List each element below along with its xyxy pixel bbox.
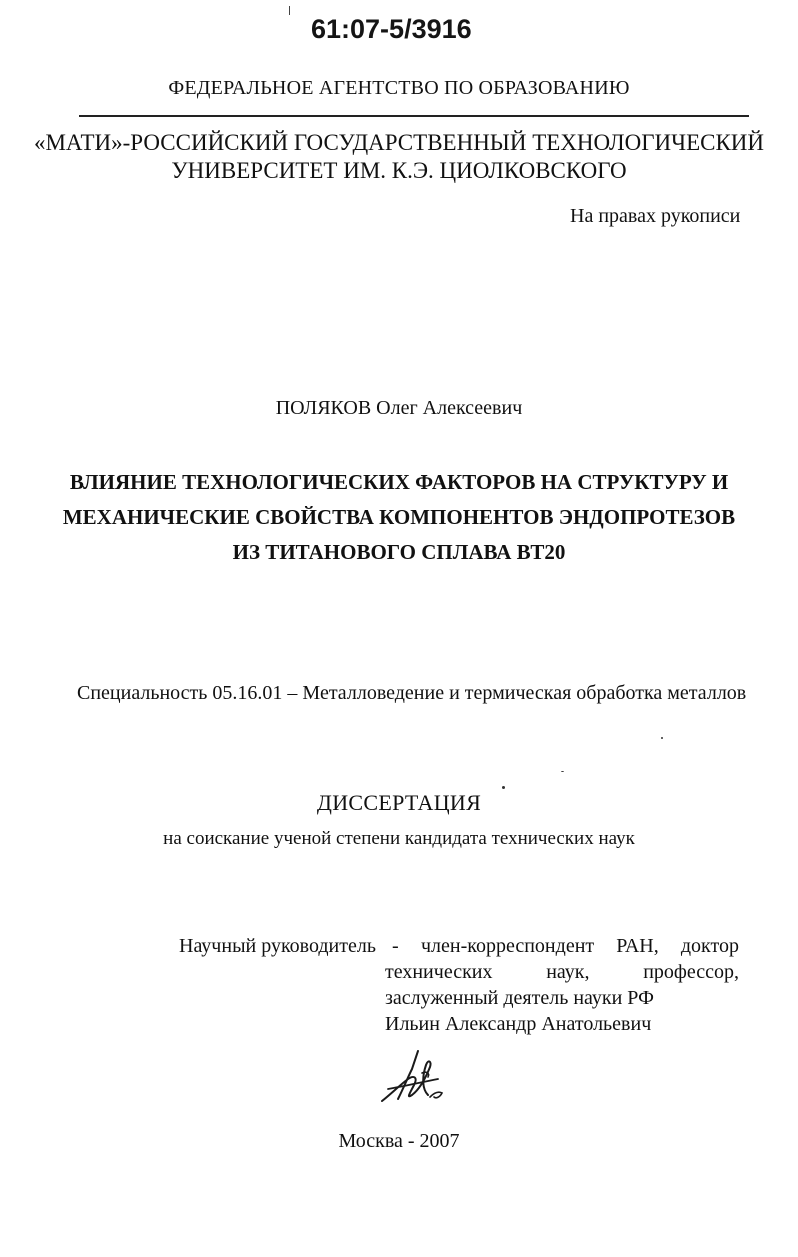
thesis-title-line1: ВЛИЯНИЕ ТЕХНОЛОГИЧЕСКИХ ФАКТОРОВ НА СТРУКТУРУ И	[69, 470, 729, 494]
author-name: ПОЛЯКОВ Олег Алексеевич	[275, 397, 523, 419]
supervisor-line1	[421, 935, 739, 958]
signature-icon	[378, 1049, 448, 1111]
thesis-title-line3: ИЗ ТИТАНОВОГО СПЛАВА ВТ20	[232, 540, 566, 564]
scan-speck	[661, 737, 663, 739]
supervisor-label: Научный руководитель	[179, 935, 376, 957]
supervisor-word: профессор,	[643, 961, 739, 983]
degree-purpose: на соискание ученой степени кандидата технических наук	[163, 828, 635, 849]
library-stamp-number: 61:07-5/3916	[311, 14, 472, 44]
document-type: ДИССЕРТАЦИЯ	[316, 790, 482, 815]
supervisor-word: наук,	[546, 961, 590, 983]
city-year: Москва - 2007	[338, 1130, 460, 1152]
supervisor-dash: -	[392, 935, 399, 957]
scan-mark	[289, 6, 290, 15]
supervisor-title: заслуженный деятель науки РФ	[385, 987, 654, 1009]
supervisor-word: член-корреспондент	[421, 935, 595, 957]
scan-speck	[561, 771, 564, 772]
supervisor-word: РАН,	[616, 935, 659, 957]
supervisor-name: Ильин Александр Анатольевич	[385, 1013, 652, 1035]
supervisor-word: технических	[385, 961, 493, 983]
header-divider	[79, 115, 749, 117]
manuscript-rights-note: На правах рукописи	[570, 205, 741, 227]
specialty: Специальность 05.16.01 – Металловедение и термическая обработка металлов	[77, 682, 747, 704]
supervisor-line2	[385, 961, 739, 984]
thesis-title-line2: МЕХАНИЧЕСКИЕ СВОЙСТВА КОМПОНЕНТОВ ЭНДОПРОТЕЗОВ	[62, 505, 736, 529]
scan-speck	[502, 786, 505, 789]
university-name-line1: «МАТИ»-РОССИЙСКИЙ ГОСУДАРСТВЕННЫЙ ТЕХНОЛОГИЧЕСКИЙ	[33, 130, 765, 155]
agency-name: ФЕДЕРАЛЬНОЕ АГЕНТСТВО ПО ОБРАЗОВАНИЮ	[168, 77, 630, 99]
supervisor-word: доктор	[680, 935, 739, 957]
university-name-line2: УНИВЕРСИТЕТ ИМ. К.Э. ЦИОЛКОВСКОГО	[171, 158, 627, 183]
